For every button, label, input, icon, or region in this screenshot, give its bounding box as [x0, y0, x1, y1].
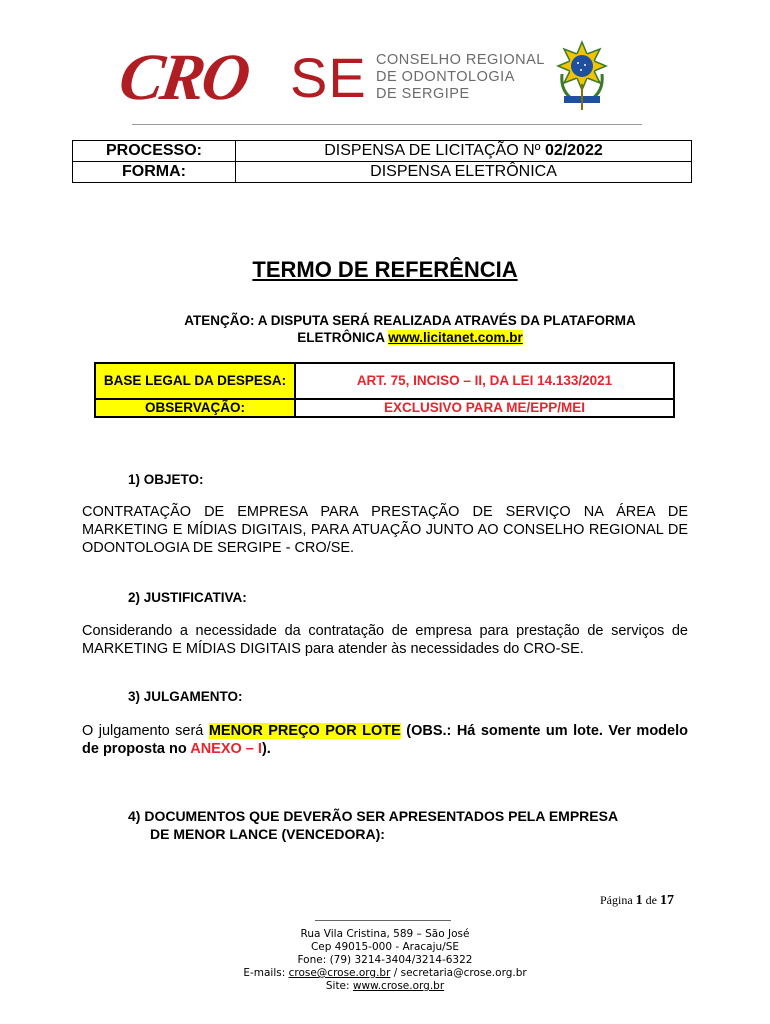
observacao-value: EXCLUSIVO PARA ME/EPP/MEI — [295, 399, 674, 417]
footer-rule — [315, 920, 451, 921]
objeto-text: CONTRATAÇÃO DE EMPRESA PARA PRESTAÇÃO DE SERVIÇO NA ÁREA DE MARKETING E MÍDIAS DIGITAIS, PARA ATUAÇÃO JUNTO AO CONSELHO REGIONAL DE ODONTOLOGIA DE SERGIPE - CRO/SE. — [82, 504, 688, 556]
footer-contact — [0, 928, 770, 993]
justificativa-heading: 2) JUSTIFICATIVA: — [128, 590, 247, 605]
footer-emails-label: E-mails: — [243, 967, 289, 979]
logo-council-name — [376, 52, 545, 103]
document-title: TERMO DE REFERÊNCIA — [252, 257, 518, 282]
processo-number: 02/2022 — [544, 142, 603, 159]
page-label: Página — [600, 893, 636, 907]
julgamento-text-2: (OBS.: Há somente um lote. Ver modelo de proposta no — [82, 723, 688, 757]
footer-phone: Fone: (79) 3214-3404/3214-6322 — [297, 954, 473, 966]
cro-se-logo — [114, 41, 590, 114]
footer-site-link[interactable]: www.crose.org.br — [352, 980, 445, 992]
documentos-heading — [128, 807, 698, 843]
objeto-heading: 1) OBJETO: — [128, 472, 204, 487]
logo-se-text: SE — [290, 46, 367, 109]
base-legal-value: ART. 75, INCISO – II, DA LEI 14.133/2021 — [295, 363, 674, 399]
atencao-text: ATENÇÃO: A DISPUTA SERÁ REALIZADA ATRAVÉS DA PLATAFORMA ELETRÔNICA — [184, 313, 636, 345]
documentos-heading-line-1: 4) DOCUMENTOS QUE DEVERÃO SER APRESENTADOS PELA EMPRESA — [128, 808, 619, 824]
page-total: 17 — [660, 893, 674, 908]
header-rule — [132, 124, 642, 125]
julgamento-text — [82, 722, 688, 758]
julgamento-highlight: MENOR PREÇO POR LOTE — [208, 723, 401, 739]
processo-value — [236, 141, 692, 162]
footer-emails — [0, 967, 770, 980]
observacao-label: OBSERVAÇÃO: — [95, 399, 295, 417]
page-of: de — [642, 893, 660, 907]
logo-line-1: CONSELHO REGIONAL — [376, 52, 545, 68]
footer-email-2: / secretaria@crose.org.br — [390, 967, 527, 979]
brazil-coat-of-arms-icon — [556, 40, 608, 112]
footer-email-link[interactable]: crose@crose.org.br — [288, 967, 391, 979]
licitanet-link[interactable]: www.licitanet.com.br — [388, 330, 523, 345]
footer-site-label: Site: — [325, 980, 353, 992]
justificativa-text: Considerando a necessidade da contratação de empresa para prestação de serviços de MARKETING E MÍDIAS DIGITAIS para atender às necessidades do CRO-SE. — [82, 623, 688, 657]
forma-label: FORMA: — [73, 162, 236, 183]
processo-value-prefix: DISPENSA DE LICITAÇÃO Nº — [324, 142, 545, 159]
footer-address: Rua Vila Cristina, 589 – São José — [300, 928, 470, 940]
page-current: 1 — [635, 893, 643, 908]
footer-cep: Cep 49015-000 - Aracaju/SE — [310, 941, 460, 953]
logo-line-3: DE SERGIPE — [376, 86, 470, 102]
logo-cro-text: CRO — [114, 41, 252, 114]
julgamento-heading: 3) JULGAMENTO: — [128, 689, 243, 704]
julgamento-text-3: ). — [261, 741, 271, 757]
documentos-heading-line-2: DE MENOR LANCE (VENCEDORA): — [150, 826, 385, 842]
julgamento-anexo: ANEXO – I — [190, 741, 262, 757]
processo-label: PROCESSO: — [73, 141, 236, 162]
footer-site — [0, 980, 770, 993]
process-table — [72, 140, 692, 183]
julgamento-text-1: O julgamento será — [82, 723, 209, 739]
base-legal-label: BASE LEGAL DA DESPESA: — [95, 363, 295, 399]
forma-value: DISPENSA ELETRÔNICA — [236, 162, 692, 183]
base-legal-table — [94, 362, 675, 418]
page-number — [600, 893, 674, 909]
logo-line-2: DE ODONTOLOGIA — [376, 69, 515, 85]
atencao-notice — [140, 312, 680, 346]
